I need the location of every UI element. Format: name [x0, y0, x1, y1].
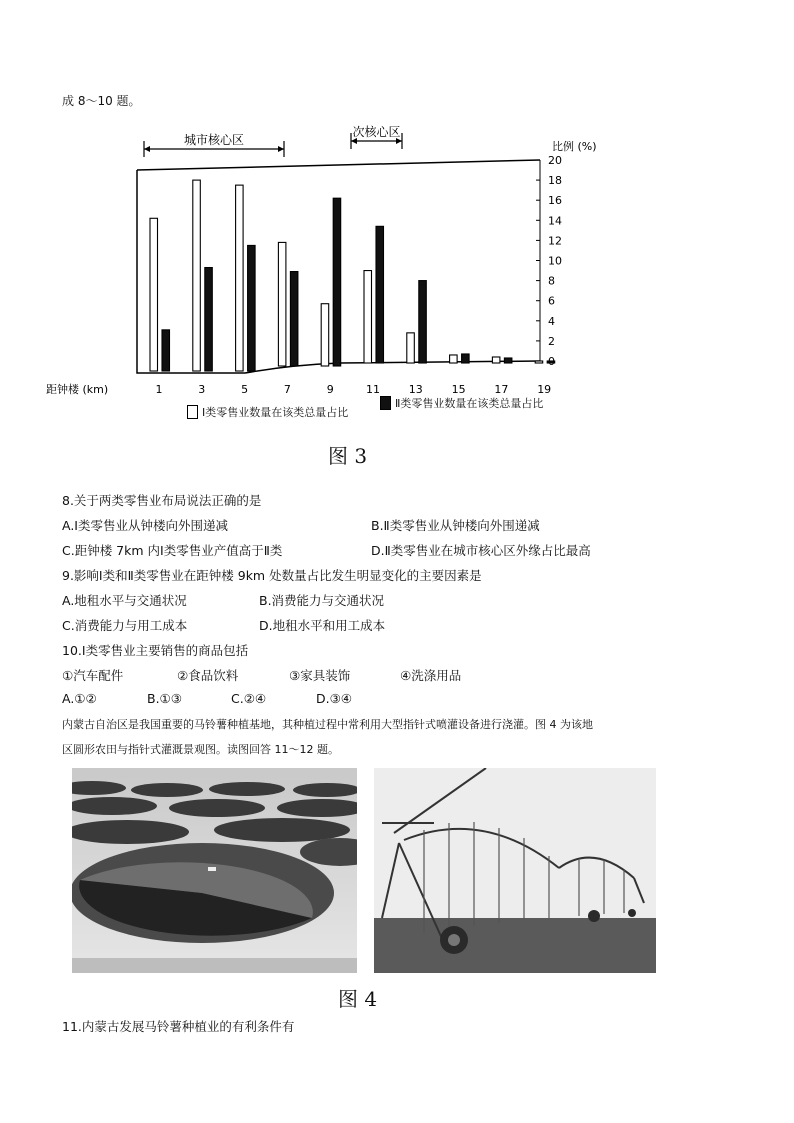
bar-type2 [462, 354, 470, 363]
x-tick-label: 9 [326, 383, 334, 396]
bar-type1 [193, 180, 201, 371]
x-tick-label: 11 [366, 383, 380, 396]
pivot-irrigation-photo [374, 768, 656, 973]
chart-bars [150, 180, 555, 371]
bar-type1 [364, 271, 372, 363]
x-tick-label: 17 [494, 383, 509, 396]
x-tick-label: 1 [155, 383, 163, 396]
bar-type1 [492, 357, 500, 363]
bar-type2 [376, 226, 384, 363]
bar-type1 [150, 218, 158, 371]
q8-option-b: B.Ⅱ类零售业从钟楼向外围递减 [371, 518, 540, 533]
q9-option-d: D.地租水平和用工成本 [259, 618, 386, 633]
bar-type1 [278, 242, 286, 366]
q9-stem: 9.影响Ⅰ类和Ⅱ类零售业在距钟楼 9km 处数量占比发生明显变化的主要因素是 [62, 568, 482, 583]
y-tick-label: 4 [548, 314, 555, 328]
bar-type2 [333, 198, 341, 366]
x-tick-label: 5 [241, 383, 249, 396]
q10-option-d: D.③④ [316, 691, 353, 706]
legend-item-type2 [380, 395, 543, 411]
legend-swatch-black [380, 396, 391, 410]
passage-line-1: 内蒙古自治区是我国重要的马铃薯种植基地，其种植过程中常利用大型指针式喷灌设备进行浇灌。图 4 为该地 [62, 718, 593, 731]
q10-item-1: ①汽车配件 [62, 668, 124, 683]
legend-label-type1: Ⅰ类零售业数量在该类总量占比 [202, 406, 349, 419]
bar-type2 [205, 268, 213, 371]
figure-4-caption: 图 4 [338, 987, 378, 1011]
bar-type2 [290, 272, 298, 366]
core-zone-label: 城市核心区 [183, 133, 245, 147]
subcore-zone-label: 次核心区 [352, 125, 401, 139]
bar-type2 [162, 330, 170, 371]
x-axis-ticks [46, 382, 551, 396]
bar-type2 [248, 245, 256, 371]
q8-stem: 8.关于两类零售业布局说法正确的是 [62, 493, 262, 508]
q10-item-3: ③家具装饰 [289, 668, 351, 683]
x-axis-title: 距钟楼 (km) [46, 383, 109, 396]
x-tick-label: 13 [408, 383, 423, 396]
y-tick-label: 20 [548, 154, 562, 167]
y-tick-label: 14 [548, 214, 562, 228]
y-tick-label: 0 [548, 355, 555, 368]
x-tick-label: 7 [283, 383, 291, 396]
legend-label-type2: Ⅱ类零售业数量在该类总量占比 [395, 397, 544, 410]
bar-type2 [419, 281, 427, 363]
y-tick-label: 10 [548, 254, 562, 268]
q10-option-c: C.②④ [231, 691, 267, 706]
circular-farmland-photo [72, 768, 357, 973]
y-tick-label: 6 [548, 294, 555, 308]
q10-option-a: A.①② [62, 691, 97, 706]
y-tick-label: 12 [548, 234, 562, 248]
q10-stem: 10.Ⅰ类零售业主要销售的商品包括 [62, 643, 249, 658]
q8-option-a: A.Ⅰ类零售业从钟楼向外围递减 [62, 518, 228, 533]
q10-option-b: B.①③ [147, 691, 182, 706]
y-tick-label: 8 [548, 274, 555, 288]
y-tick-label: 18 [548, 174, 562, 188]
q9-option-b: B.消费能力与交通状况 [259, 593, 385, 608]
core-zone-right-arrow [278, 146, 284, 152]
legend-item-type1 [187, 404, 348, 420]
y-tick-label: 16 [548, 194, 562, 208]
intro-fragment: 成 8～10 题。 [62, 94, 141, 108]
chart-annotations [144, 125, 597, 157]
q8-option-c: C.距钟楼 7km 内Ⅰ类零售业产值高于Ⅱ类 [62, 543, 283, 558]
figure-3-caption: 图 3 [328, 444, 368, 468]
x-tick-label: 3 [198, 383, 206, 396]
y-axis-title: 比例 (%) [552, 140, 597, 153]
bar-type1 [236, 185, 244, 371]
bar-type1 [407, 333, 415, 363]
y-tick-label: 2 [548, 334, 555, 348]
legend-swatch-white [187, 405, 198, 419]
core-zone-left-arrow [144, 146, 150, 152]
x-tick-label: 19 [537, 383, 552, 396]
q11-stem: 11.内蒙古发展马铃薯种植业的有利条件有 [62, 1019, 295, 1034]
bar-type1 [450, 355, 458, 363]
q8-option-d: D.Ⅱ类零售业在城市核心区外缘占比最高 [371, 543, 591, 558]
q9-option-a: A.地租水平与交通状况 [62, 593, 187, 608]
q9-option-c: C.消费能力与用工成本 [62, 618, 188, 633]
chart-top-border [137, 160, 540, 170]
bar-type1 [321, 304, 329, 366]
q10-item-2: ②食品饮料 [177, 668, 239, 683]
x-tick-label: 15 [451, 383, 466, 396]
bar-chart [40, 125, 600, 425]
q10-item-4: ④洗涤用品 [400, 668, 462, 683]
bar-type2 [504, 358, 512, 363]
passage-line-2: 区圆形农田与指针式灌溉景观图。读图回答 11～12 题。 [62, 743, 339, 756]
